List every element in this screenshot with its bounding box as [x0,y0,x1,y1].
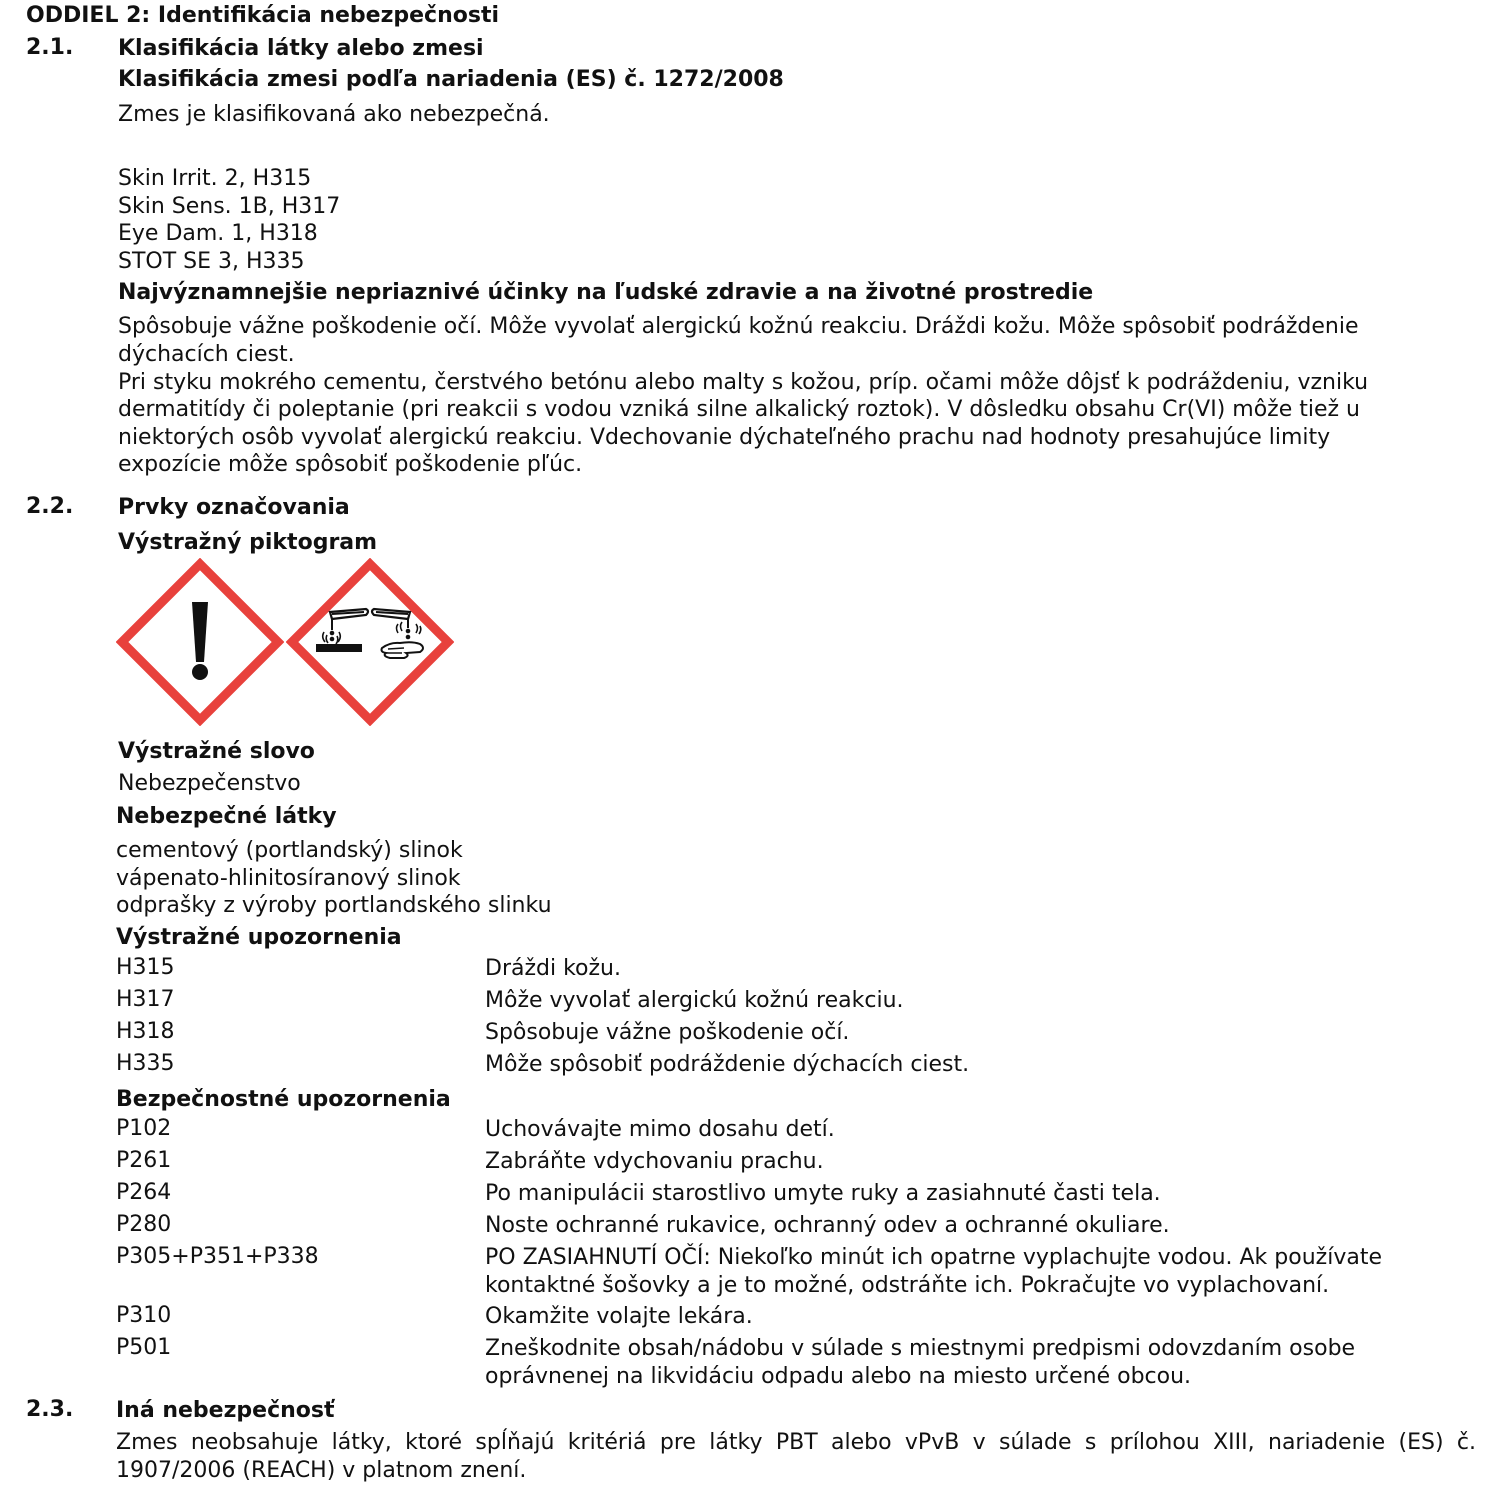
section-2-3-title: Iná nebezpečnosť [116,1398,335,1423]
classification-regulation-heading: Klasifikácia zmesi podľa nariadenia (ES) č. 1272/2008 [118,67,784,92]
hazardous-substance-item: odprašky z výroby portlandského slinku [116,893,552,918]
precautionary-text: Uchovávajte mimo dosahu detí. [485,1117,835,1142]
pictogram-heading: Výstražný piktogram [118,530,378,555]
hazard-code: H317 [116,987,175,1012]
hazard-text: Môže spôsobiť podráždenie dýchacích ciest. [485,1052,970,1077]
classification-statement: Zmes je klasifikovaná ako nebezpečná. [118,102,550,127]
precautionary-code: P264 [116,1180,172,1205]
adverse-effects-paragraph-1: Spôsobuje vážne poškodenie očí. Môže vyvolať alergickú kožnú reakciu. Dráždi kožu. Môže spôsobiť podráždenie dýchacích ciest. [118,314,1359,367]
hazard-code: H315 [116,955,175,980]
precautionary-code: P501 [116,1335,172,1360]
precautionary-code: P280 [116,1212,172,1237]
classification-item: Eye Dam. 1, H318 [118,221,318,246]
classification-item: Skin Irrit. 2, H315 [118,166,312,191]
section-2-2-title: Prvky označovania [118,495,350,520]
corrosion-icon [286,558,454,726]
hazard-text: Spôsobuje vážne poškodenie očí. [485,1020,850,1045]
signal-word-heading: Výstražné slovo [118,739,315,764]
hazardous-substance-item: vápenato-hlinitosíranový slinok [116,865,461,891]
precautionary-code: P310 [116,1303,172,1328]
precautionary-text: Okamžite volajte lekára. [485,1304,753,1329]
hazard-statements-heading: Výstražné upozornenia [116,925,402,950]
precautionary-code: P261 [116,1148,172,1173]
precautionary-text: Po manipulácii starostlivo umyte ruky a zasiahnuté časti tela. [485,1181,1161,1206]
exclamation-mark-icon [116,558,284,726]
adverse-effects-heading: Najvýznamnejšie nepriaznivé účinky na ľudské zdravie a na životné prostredie [118,280,1094,305]
precautionary-statements-heading: Bezpečnostné upozornenia [116,1087,451,1112]
precautionary-text: Zabráňte vdychovaniu prachu. [485,1149,824,1174]
hazardous-substance-item: cementový (portlandský) slinok [116,838,463,863]
signal-word: Nebezpečenstvo [118,771,301,796]
classification-item: STOT SE 3, H335 [118,248,305,274]
hazard-code: H335 [116,1051,175,1076]
section-title: ODDIEL 2: Identifikácia nebezpečnosti [26,3,500,28]
section-2-1-title: Klasifikácia látky alebo zmesi [118,36,484,61]
hazard-text: Dráždi kožu. [485,956,621,981]
hazard-text: Môže vyvolať alergickú kožnú reakciu. [485,988,904,1013]
precautionary-text: Noste ochranné rukavice, ochranný odev a ochranné okuliare. [485,1213,1170,1238]
precautionary-text: PO ZASIAHNUTÍ OČÍ: Niekoľko minút ich opatrne vyplachujte vodou. Ak používate kontaktné šošovky a je to možné, odstráňte ich. Pokračujte vo vyplachovaní. [485,1245,1382,1298]
precautionary-text: Zneškodnite obsah/nádobu v súlade s miestnymi predpismi odovzdaním osobe oprávnenej na likvidáciu odpadu alebo na miesto určené obcou. [485,1336,1356,1389]
section-number-2-2: 2.2. [26,494,74,519]
section-number-2-3: 2.3. [26,1397,74,1422]
other-hazards-text: Zmes neobsahuje látky, ktoré spĺňajú kritériá pre látky PBT alebo vPvB v súlade s prílohou XIII, nariadenie (ES) č. 1907/2006 (REACH) v platnom znení. [116,1430,1476,1483]
precautionary-code: P102 [116,1116,172,1141]
classification-item: Skin Sens. 1B, H317 [118,193,341,219]
hazard-code: H318 [116,1019,175,1044]
adverse-effects-paragraph-2: Pri styku mokrého cementu, čerstvého betónu alebo malty s kožou, príp. očami môže dôjsť k podráždeniu, vzniku dermatitídy či poleptanie (pri reakcii s vodou vzniká silne alkalický roztok). V dôsledku obsahu Cr(VI) môže tiež u niektorých osôb vyvolať alergickú reakciu. Vdechovanie dýchateľného prachu nad hodnoty presahujúce limity expozície môže spôsobiť poškodenie pľúc. [118,369,1369,477]
precautionary-code: P305+P351+P338 [116,1244,319,1269]
section-number-2-1: 2.1. [26,35,74,60]
hazardous-substances-heading: Nebezpečné látky [116,804,337,829]
